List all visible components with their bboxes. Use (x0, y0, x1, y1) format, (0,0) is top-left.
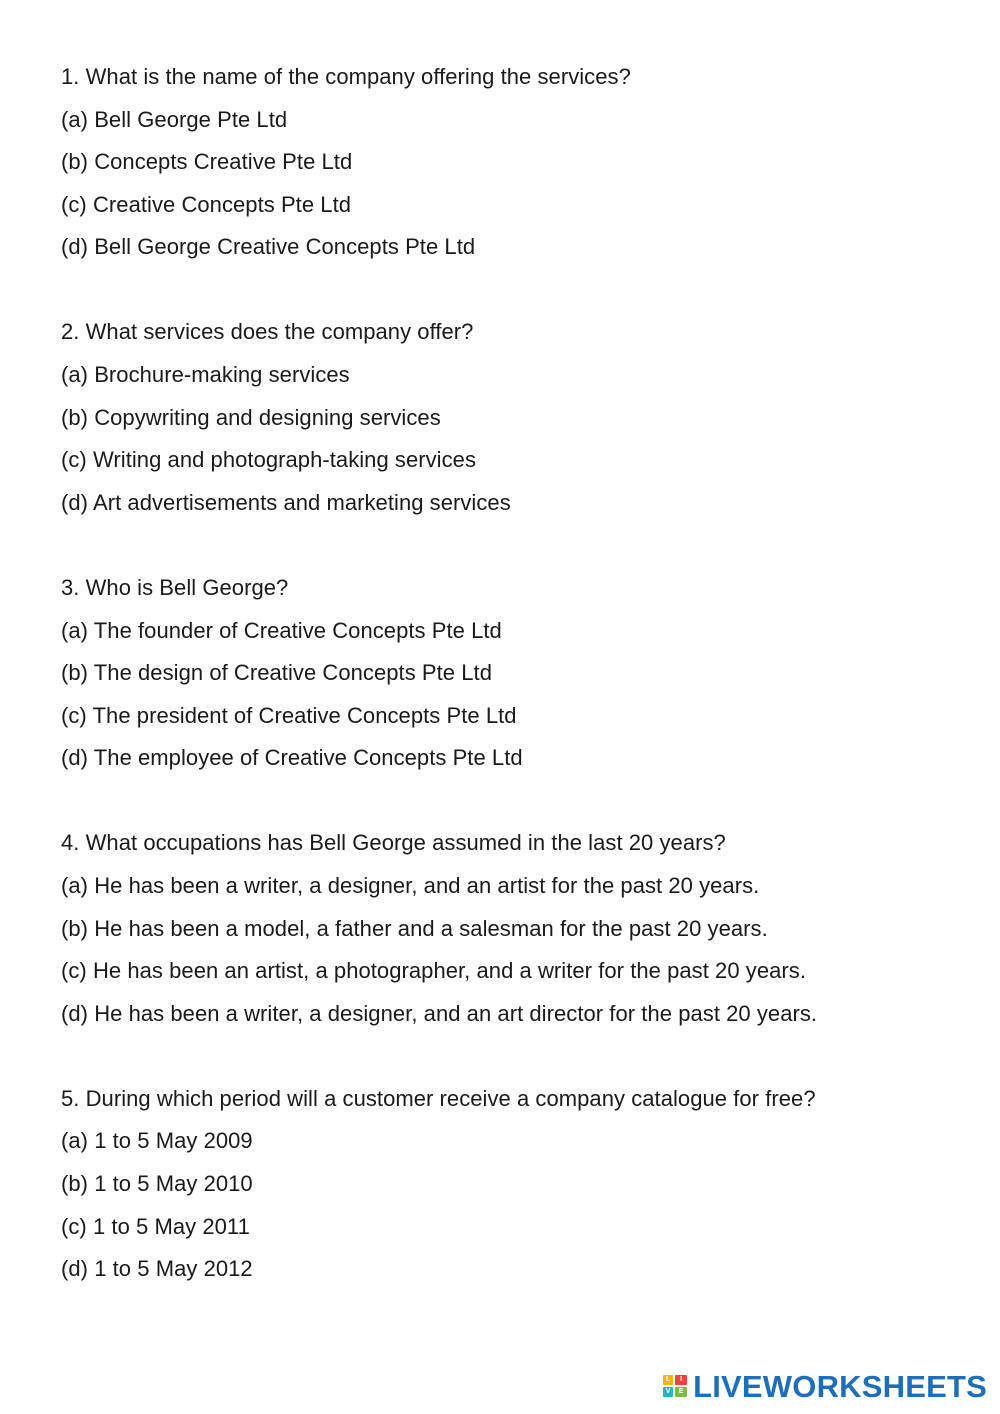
answer-option-d[interactable]: (d) 1 to 5 May 2012 (61, 1256, 253, 1282)
answer-option-d[interactable]: (d) Art advertisements and marketing services (61, 489, 511, 515)
question-prompt: 2. What services does the company offer? (61, 319, 474, 345)
answer-option-c[interactable]: (c) Creative Concepts Pte Ltd (61, 191, 352, 217)
logo-letter: V (663, 1387, 673, 1397)
answer-option-c[interactable]: (c) He has been an artist, a photographer, and a writer for the past 20 years. (61, 958, 806, 984)
logo-letter: E (675, 1387, 687, 1397)
question-1 (61, 56, 961, 269)
question-3 (61, 567, 961, 780)
answer-option-b[interactable]: (b) Concepts Creative Pte Ltd (61, 149, 353, 175)
answer-option-b[interactable]: (b) 1 to 5 May 2010 (61, 1171, 253, 1197)
answer-option-c[interactable]: (c) The president of Creative Concepts Pte Ltd (61, 702, 517, 728)
question-5 (61, 1078, 961, 1291)
answer-option-a[interactable]: (a) The founder of Creative Concepts Pte Ltd (61, 617, 502, 643)
brand-name: LIVEWORKSHEETS (693, 1369, 987, 1404)
answer-option-a[interactable]: (a) Brochure-making services (61, 362, 350, 388)
question-2 (61, 311, 961, 524)
logo-letter: L (663, 1375, 673, 1385)
answer-option-b[interactable]: (b) Copywriting and designing services (61, 404, 441, 430)
question-prompt: 1. What is the name of the company offering the services? (61, 64, 631, 89)
question-prompt: 3. Who is Bell George? (61, 574, 289, 600)
answer-option-d[interactable]: (d) Bell George Creative Concepts Pte Ltd (61, 234, 476, 260)
answer-option-a[interactable]: (a) 1 to 5 May 2009 (61, 1128, 253, 1154)
answer-option-c[interactable]: (c) Writing and photograph-taking services (61, 447, 476, 473)
worksheet (61, 56, 961, 1333)
answer-option-d[interactable]: (d) The employee of Creative Concepts Pte Ltd (61, 745, 523, 771)
liveworksheets-brand[interactable] (663, 1370, 987, 1404)
logo-letter: I (675, 1375, 687, 1385)
answer-option-c[interactable]: (c) 1 to 5 May 2011 (61, 1213, 250, 1239)
question-prompt: 5. During which period will a customer receive a company catalogue for free? (61, 1085, 816, 1111)
answer-option-a[interactable]: (a) Bell George Pte Ltd (61, 106, 288, 132)
question-4 (61, 822, 961, 1035)
question-prompt: 4. What occupations has Bell George assumed in the last 20 years? (61, 830, 726, 856)
answer-option-b[interactable]: (b) The design of Creative Concepts Pte Ltd (61, 660, 492, 686)
liveworksheets-logo-icon (663, 1375, 689, 1399)
answer-option-a[interactable]: (a) He has been a writer, a designer, and an artist for the past 20 years. (61, 873, 760, 898)
answer-option-d[interactable]: (d) He has been a writer, a designer, and an art director for the past 20 years. (61, 1000, 818, 1026)
answer-option-b[interactable]: (b) He has been a model, a father and a salesman for the past 20 years. (61, 915, 768, 941)
